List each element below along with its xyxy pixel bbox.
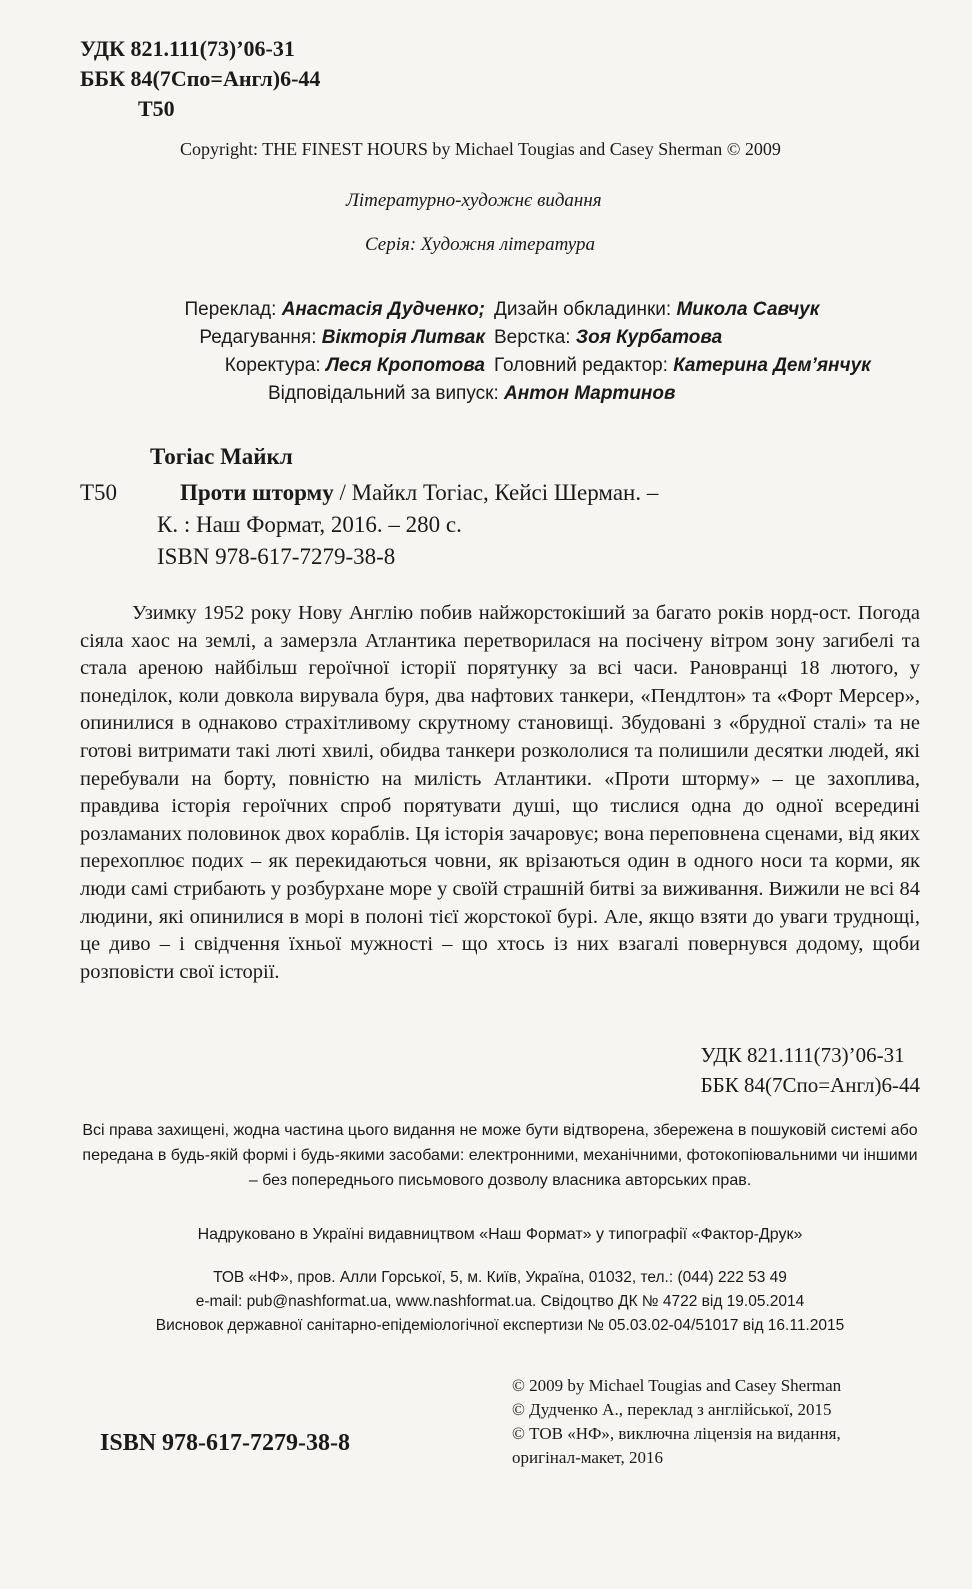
publisher-contacts: e-mail: pub@nashformat.ua, www.nashformat.ua. Свідоцтво ДК № 4722 від 19.05.2014 <box>195 1293 805 1310</box>
copyright-notices <box>512 1374 841 1470</box>
publisher-address: ТОВ «НФ», пров. Алли Горської, 5, м. Київ, Україна, 01032, тел.: (044) 222 53 49 <box>213 1269 787 1286</box>
udk-code-right: УДК 821.111(73)’06-31 <box>700 1043 905 1067</box>
genre-line: Літературно-художнє видання <box>346 190 602 211</box>
copyright-notice-4: оригінал-макет, 2016 <box>512 1448 663 1467</box>
catalog-author: Тогіас Майкл <box>150 444 293 469</box>
credit-responsible: Відповідальний за випуск: Антон Мартинов <box>268 383 676 404</box>
udk-code: УДК 821.111(73)’06-31 <box>80 36 295 61</box>
bbk-code-right: ББК 84(7Спо=Англ)6-44 <box>700 1073 920 1097</box>
rights-notice: Всі права захищені, жодна частина цього видання не може бути відтворена, збережена в пошуковій системі або передана в будь-якій формі і будь-якими засобами: електронними, механічними, фотокопіювальними чи іншими – без попереднього письмового дозволу власника авторських прав. <box>82 1122 918 1189</box>
publisher-certificate: Висновок державної санітарно-епідеміологічної експертизи № 05.03.02-04/51017 від 16.11.2015 <box>155 1317 845 1334</box>
credit-layout: Верстка: Зоя Курбатова <box>494 327 723 348</box>
credit-cover-design: Дизайн обкладинки: Микола Савчук <box>494 299 820 320</box>
catalog-title-line <box>180 480 658 506</box>
copyright-notice-3: © ТОВ «НФ», виключна ліцензія на видання, <box>512 1424 841 1443</box>
publisher-info <box>80 1266 920 1338</box>
top-classification-codes <box>80 34 320 124</box>
copyright-notice-2: © Дудченко А., переклад з англійської, 2015 <box>512 1400 832 1419</box>
credit-proofreading: Коректура: Леся Кропотова <box>224 355 485 376</box>
catalog-title: Проти шторму <box>180 480 334 505</box>
catalog-title-rest: / Майкл Тогіас, Кейсі Шерман. – <box>333 480 659 505</box>
catalog-isbn: ISBN 978-617-7279-38-8 <box>157 544 396 569</box>
credit-translation: Переклад: Анастасія Дудченко; <box>184 299 485 320</box>
copyright-line: Copyright: THE FINEST HOURS by Michael Tougias and Casey Sherman © 2009 <box>180 139 781 159</box>
copyright-notice-1: © 2009 by Michael Tougias and Casey Sherman <box>512 1376 842 1395</box>
catalog-code: Т50 <box>80 480 118 505</box>
isbn-bottom: ISBN 978-617-7279-38-8 <box>100 1430 350 1456</box>
classification-codes-right <box>701 1040 920 1100</box>
annotation-paragraph: Узимку 1952 року Нову Англію побив найжорстокіший за багато років норд-ост. Погода сіяла хаос на землі, а замерзла Атлантика перетворилася на посічену вітром зону загибелі та стала ареною найбільш героїчної історії порятунку за всі часи. Рановранці 18 лютого, у понеділок, коли довкола вирувала буря, два нафтових танкери, «Пендлтон» та «Форт Мерсер», опинилися в однаково страхітливому скрутному становищі. Збудовані з «брудної сталі» та не готові витримати такі люті хвилі, обидва танкери розкололися та полишили десятки людей, які перебували на борту, повністю на милість Атлантики. «Проти шторму» – це захоплива, правдива історія героїчних спроб порятувати душі, що тислися одна до одної всередині розламаних половинок двох кораблів. Ця історія зачаровує; вона переповнена сценами, від яких перехоплює подих – як перекидаються човни, як врізаються один в одного носи та корми, як люди самі стрибають у розбурхане море у своїй страшній битві за виживання. Вижили не всі 84 людини, які опинилися в морі в полоні тієї жорстокої бурі. Але, якщо взяти до уваги труднощі, це диво – і свідчення їхньої мужності – що хтось із них взагалі повернувся додому, щоби розповісти свої історії. <box>80 602 920 983</box>
credit-editing: Редагування: Вікторія Литвак <box>199 327 485 348</box>
author-mark: Т50 <box>138 96 175 121</box>
series-line: Серія: Художня література <box>365 234 595 255</box>
printing-info: Надруковано в Україні видавництвом «Наш Формат» у типографії «Фактор-Друк» <box>197 1226 803 1243</box>
credit-chief-editor: Головний редактор: Катерина Дем’янчук <box>494 355 871 376</box>
credits-right-column <box>494 296 871 380</box>
catalog-imprint: К. : Наш Формат, 2016. – 280 с. <box>157 512 462 537</box>
credits-left-column <box>185 296 485 380</box>
bbk-code: ББК 84(7Спо=Англ)6-44 <box>80 66 321 91</box>
